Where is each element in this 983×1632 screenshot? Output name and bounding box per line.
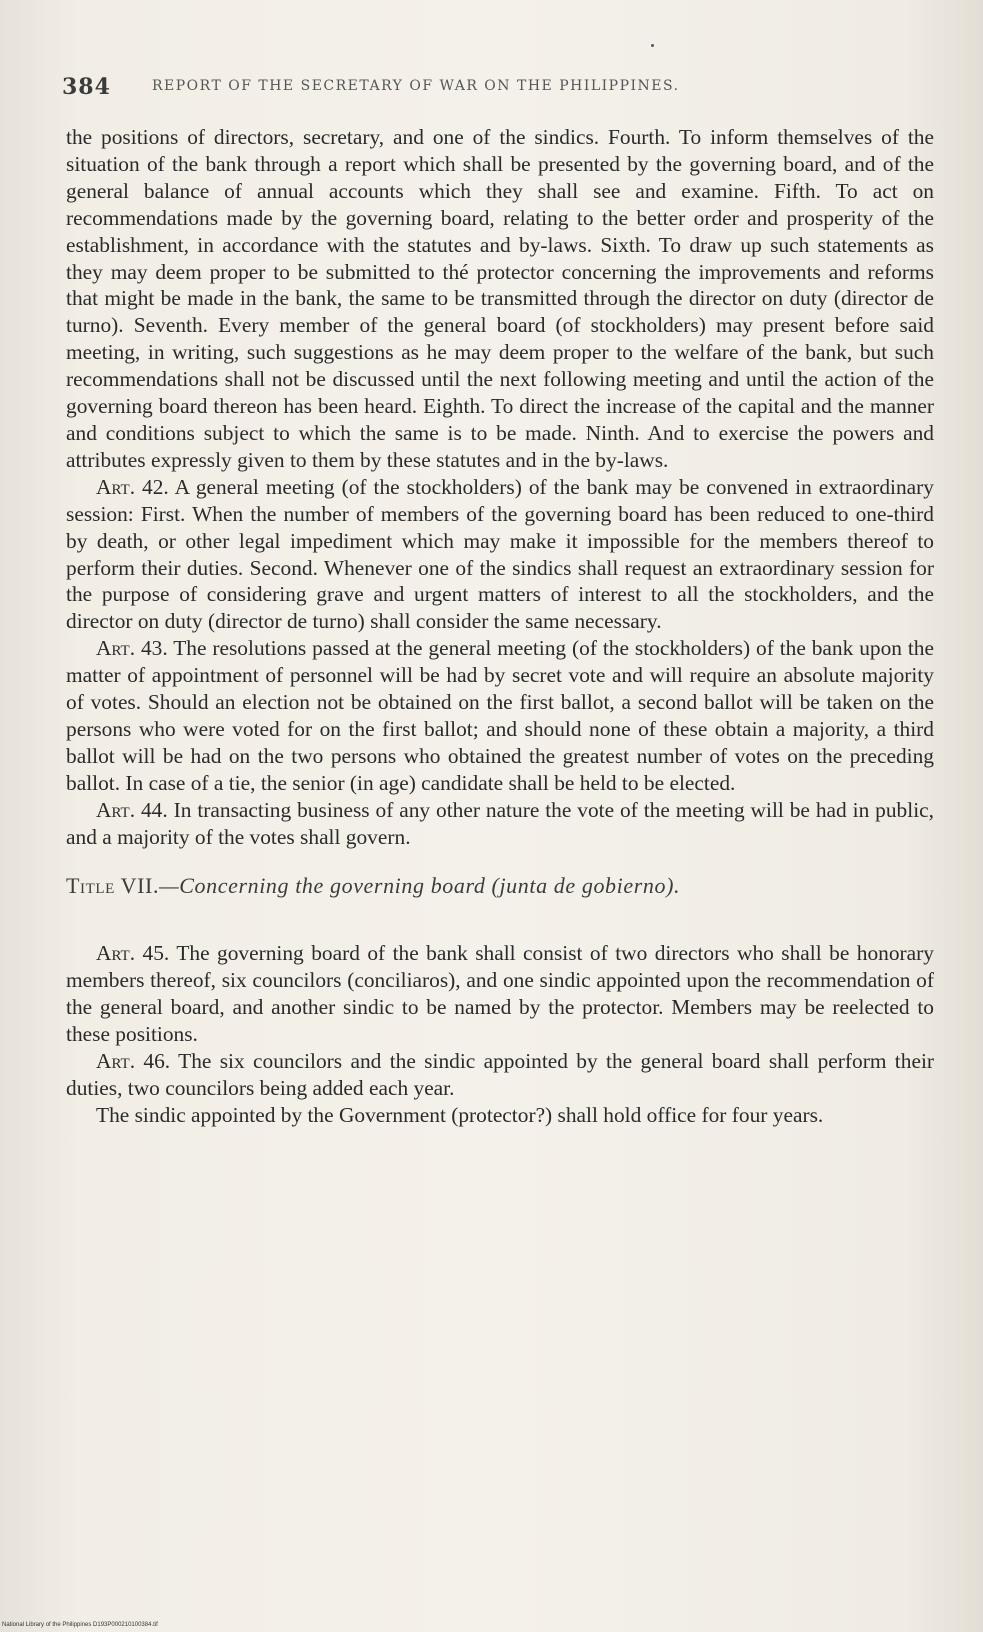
title-label: Title VII. <box>66 873 160 899</box>
scan-speck <box>651 44 654 47</box>
article-46 <box>66 1048 934 1102</box>
title-vii-heading <box>66 873 934 900</box>
article-43 <box>66 635 934 796</box>
running-head <box>62 74 922 104</box>
article-label: Art. 44. <box>96 797 168 822</box>
article-text: The six councilors and the sindic appointed by the general board shall perform their duties, two councilors being added each year. <box>66 1049 935 1100</box>
paragraph-continuation <box>66 124 934 474</box>
paragraph-text: The sindic appointed by the Government (protector?) shall hold office for four years. <box>96 1102 824 1127</box>
article-label: Art. 45. <box>96 941 170 966</box>
article-label: Art. 42. <box>96 474 169 499</box>
article-text: A general meeting (of the stockholders) of the bank may be convened in extraordinary session: First. When the number of members of the governing board has been reduced to one-third by death, or other legal impediment which may make it impossible for the members thereof to perform their duties. Second. Whenever one of the sindics shall request an extraordinary session for the purpose of considering grave and urgent matters of interest to all the stockholders, and the director on duty (director de turno) shall consider the same necessary. <box>66 474 935 634</box>
paragraph-sindic-term <box>66 1102 934 1129</box>
article-label: Art. 43. <box>96 636 168 661</box>
article-text: The governing board of the bank shall consist of two directors who shall be honorary members thereof, six councilors (conciliaros), and one sindic appointed upon the recommendation of the general board, and another sindic to be named by the protector. Members may be reelected to these positions. <box>66 941 934 1047</box>
article-42 <box>66 474 934 635</box>
title-text: —Concerning the governing board (junta de gobierno). <box>159 873 681 899</box>
running-title: REPORT OF THE SECRETARY OF WAR ON THE PHILIPPINES. <box>152 78 680 94</box>
scan-credit: National Library of the Philippines D193P000210100384.tif <box>2 1622 158 1628</box>
article-44 <box>66 797 934 851</box>
paragraph-text: the positions of directors, secretary, and one of the sindics. Fourth. To inform themselves of the situation of the bank through a report which shall be presented by the governing board, and of the general balance of annual accounts which they shall see and examine. Fifth. To act on recommendations made by the governing board, relating to the better order and prosperity of the establishment, in accordance with the statutes and by-laws. Sixth. To draw up such statements as they may deem proper to be submitted to thé protector concerning the improvements and reforms that might be made in the bank, the same to be transmitted through the director on duty (director de turno). Seventh. Every member of the general board (of stockholders) may present before said meeting, in writing, such suggestions as he may deem proper to the welfare of the bank, but such recommendations shall not be discussed until the next following meeting and until the action of the governing board thereon has been heard. Eighth. To direct the increase of the capital and the manner and conditions subject to which the same is to be made. Ninth. And to exercise the powers and attributes expressly given to them by these statutes and in the by-laws. <box>66 125 934 472</box>
page-body <box>66 124 934 1129</box>
article-45 <box>66 940 934 1048</box>
article-label: Art. 46. <box>96 1049 171 1073</box>
article-text: The resolutions passed at the general meeting (of the stockholders) of the bank upon the matter of appointment of personnel will be had by secret vote and will require an absolute majority of votes. Should an election not be obtained on the first ballot, a second ballot will be taken on the persons who were voted for on the first ballot; and should none of these obtain a majority, a third ballot will be had on the two persons who obtained the greatest number of votes on the preceding ballot. In case of a tie, the senior (in age) candidate shall be held to be elected. <box>66 636 934 795</box>
article-text: In transacting business of any other nature the vote of the meeting will be had in public, and a majority of the votes shall govern. <box>66 797 934 849</box>
page-number: 384 <box>62 74 111 100</box>
